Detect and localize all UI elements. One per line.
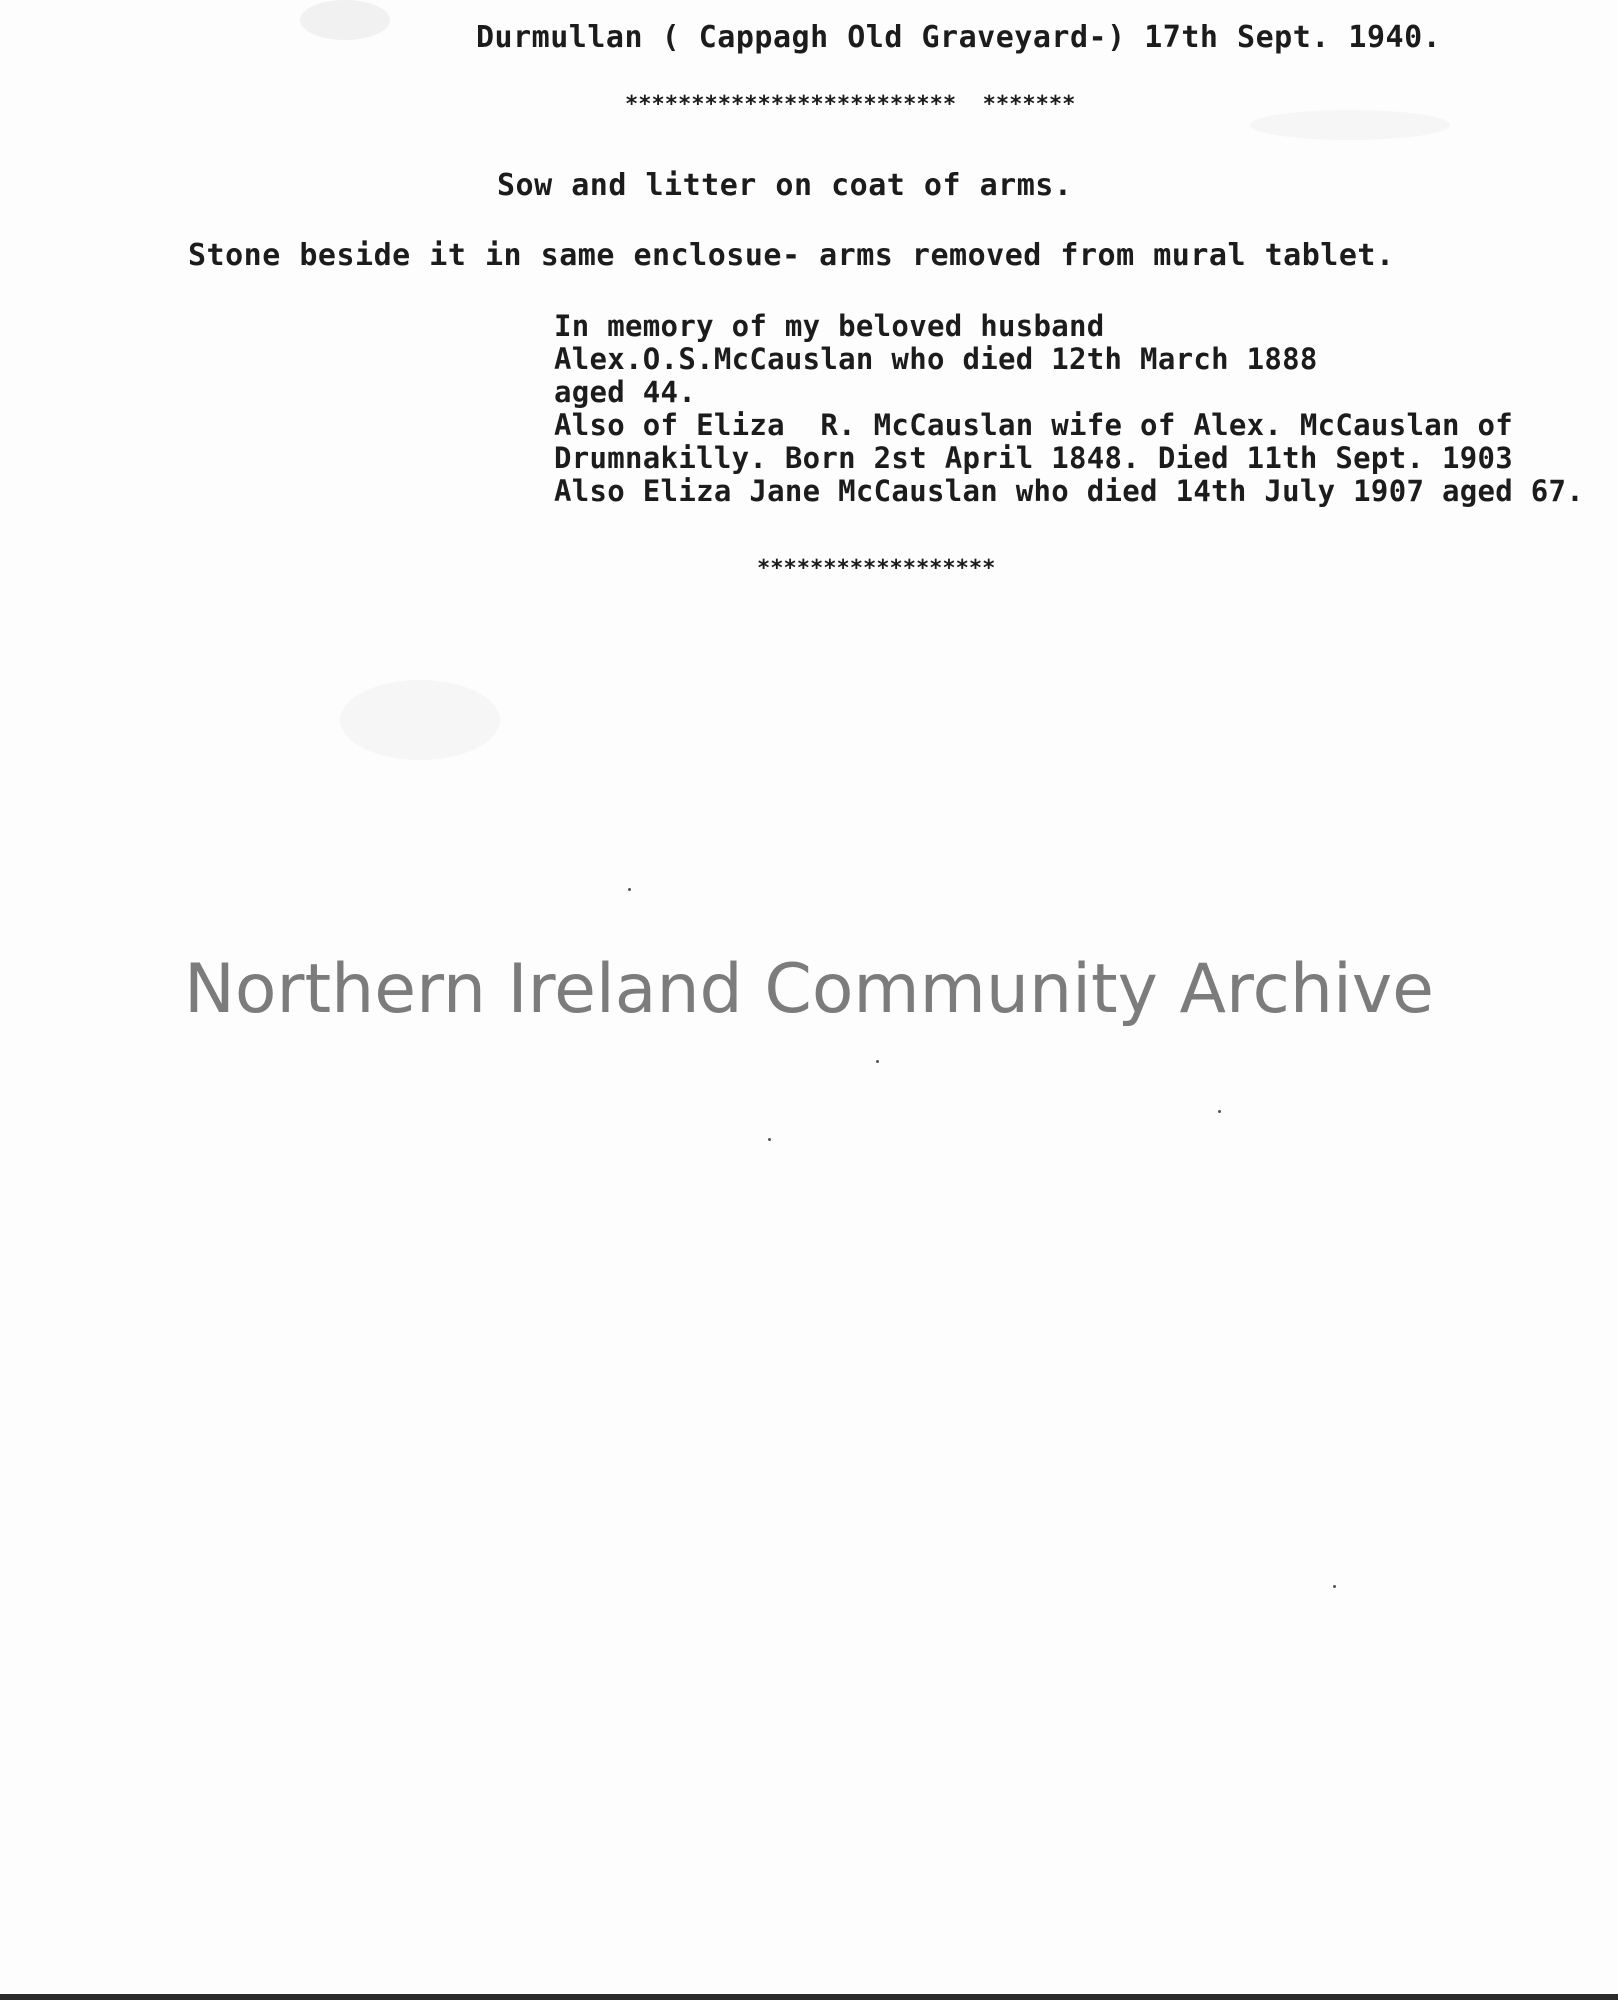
paper-speck (768, 1138, 771, 1141)
paper-speck (1333, 1585, 1336, 1588)
paper-smudge (300, 0, 390, 40)
paper-smudge (340, 680, 500, 760)
paper-speck (628, 888, 631, 891)
paper-smudge (1250, 110, 1450, 140)
inscription-line: Also of Eliza R. McCauslan wife of Alex. McCauslan of (554, 408, 1514, 442)
note-coat-of-arms: Sow and litter on coat of arms. (497, 168, 1073, 203)
paper-speck (1218, 1110, 1221, 1113)
paper-speck (876, 1060, 879, 1063)
inscription-block (554, 310, 1584, 508)
inscription-line: Also Eliza Jane McCauslan who died 14th July 1907 aged 67. (554, 474, 1585, 508)
asterisk-separator-top: ************************* ******* (625, 92, 1076, 117)
document-title-line: Durmullan ( Cappagh Old Graveyard-) 17th Sept. 1940. (476, 20, 1442, 55)
archive-watermark: Northern Ireland Community Archive (184, 950, 1434, 1029)
scan-bottom-edge (0, 1994, 1618, 2000)
note-stone-enclosure: Stone beside it in same enclosue- arms removed from mural tablet. (188, 238, 1395, 273)
asterisk-separator-bottom: ****************** (757, 556, 996, 581)
inscription-line: aged 44. (554, 375, 697, 409)
inscription-line: Alex.O.S.McCauslan who died 12th March 1888 (554, 342, 1318, 376)
inscription-line: In memory of my beloved husband (554, 309, 1105, 343)
inscription-line: Drumnakilly. Born 2st April 1848. Died 11th Sept. 1903 (554, 441, 1514, 475)
